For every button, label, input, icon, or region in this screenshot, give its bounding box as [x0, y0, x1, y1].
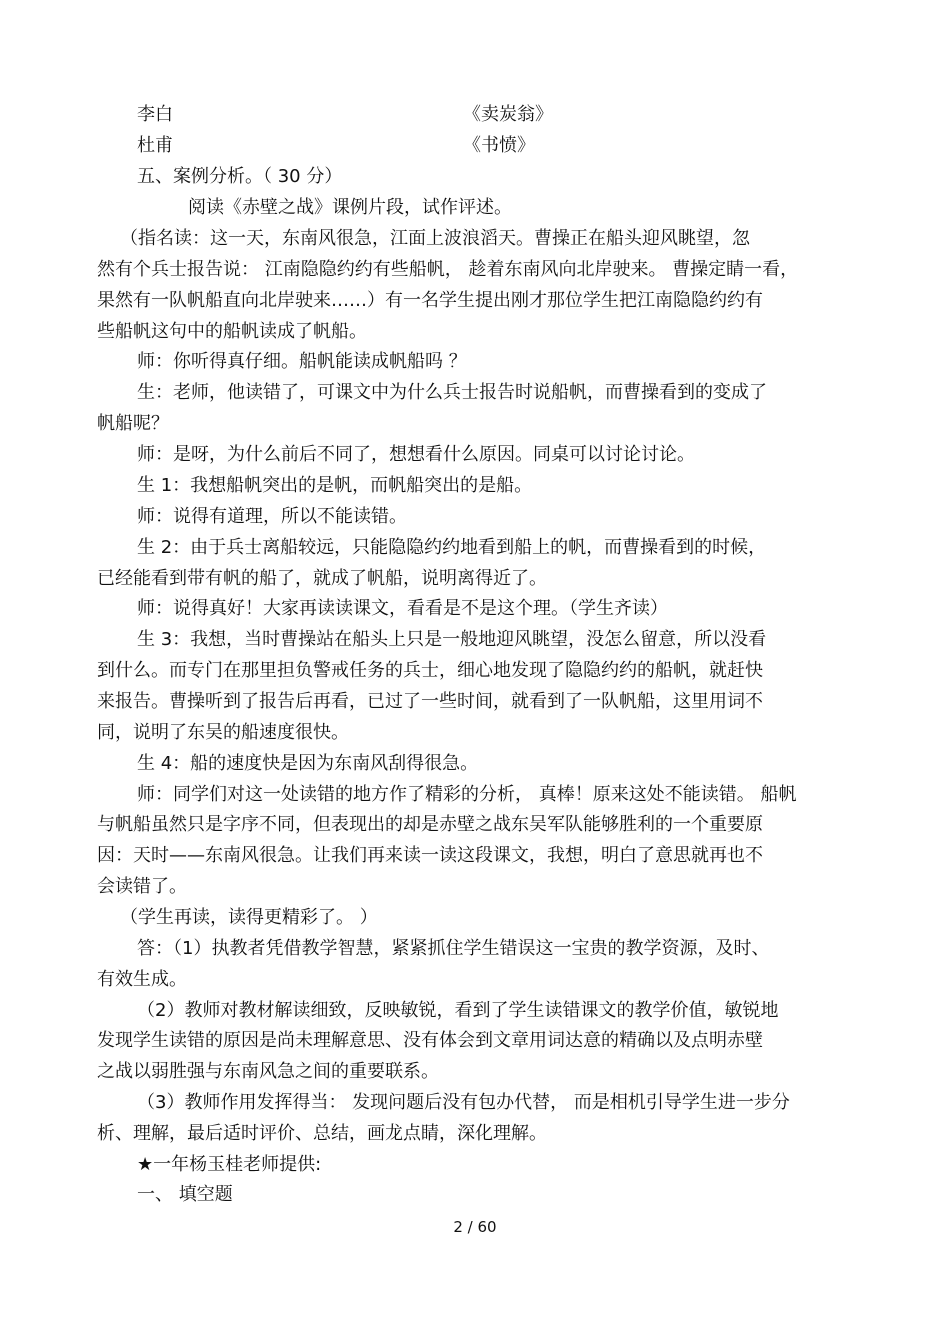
text-line: 已经能看到带有帆的船了，就成了帆船，说明离得近了。 [97, 568, 547, 589]
page-number: 2 / 60 [453, 1218, 497, 1236]
text-line: 析、理解，最后适时评价、总结，画龙点睛，深化理解。 [97, 1123, 547, 1144]
dialogue-line: 生 1：我想船帆突出的是帆，而帆船突出的是船。 [137, 475, 533, 496]
text-line: 果然有一队帆船直向北岸驶来……）有一名学生提出刚才那位学生把江南隐隐约约有 [97, 290, 763, 311]
text-line: 到什么。而专门在那里担负警戒任务的兵士，细心地发现了隐隐约约的船帆，就赶快 [97, 660, 763, 681]
poem-title: 《书愤》 [463, 135, 535, 156]
text-line: 因：天时——东南风很急。让我们再来读一读这段课文，我想，明白了意思就再也不 [97, 845, 763, 866]
dialogue-line: 师：你听得真仔细。船帆能读成帆船吗 ？ [137, 351, 467, 372]
dialogue-line: 师：同学们对这一处读错的地方作了精彩的分析， 真棒！原来这处不能读错。 船帆 [137, 784, 797, 805]
section-heading: 一、 填空题 [137, 1184, 233, 1205]
dialogue-line: 生 3：我想，当时曹操站在船头上只是一般地迎风眺望，没怎么留意，所以没看 [137, 629, 767, 650]
text-line: 帆船呢？ [97, 413, 169, 434]
text-line: 会读错了。 [97, 876, 187, 897]
text-line: 有效生成。 [97, 969, 187, 990]
answer-line: 答：（1）执教者凭借教学智慧，紧紧抓住学生错误这一宝贵的教学资源，及时、 [137, 938, 770, 959]
section-heading: ★一年杨玉桂老师提供: [137, 1154, 322, 1175]
text-line: 之战以弱胜强与东南风急之间的重要联系。 [97, 1061, 439, 1082]
text-line: 与帆船虽然只是字序不同，但表现出的却是赤壁之战东吴军队能够胜利的一个重要原 [97, 814, 763, 835]
text-line: （指名读：这一天，东南风很急，江面上波浪滔天。曹操正在船头迎风眺望，忽 [120, 228, 750, 249]
dialogue-line: 师：说得有道理，所以不能读错。 [137, 506, 407, 527]
text-line: 些船帆这句中的船帆读成了帆船。 [97, 321, 367, 342]
text-line: 同，说明了东吴的船速度很快。 [97, 722, 349, 743]
text-line: 来报告。曹操听到了报告后再看，已过了一些时间，就看到了一队帆船，这里用词不 [97, 691, 763, 712]
dialogue-line: 师：说得真好！大家再读读课文，看看是不是这个理。（学生齐读） [137, 598, 668, 619]
dialogue-line: 师：是呀，为什么前后不同了，想想看什么原因。同桌可以讨论讨论。 [137, 444, 695, 465]
poet-name: 杜甫 [137, 135, 173, 156]
section-heading: 五、案例分析。（ 30 分） [137, 166, 343, 187]
dialogue-line: 生 4：船的速度快是因为东南风刮得很急。 [137, 753, 479, 774]
text-line: （学生再读，读得更精彩了。 ） [120, 907, 378, 928]
dialogue-line: 生 2：由于兵士离船较远，只能隐隐约约地看到船上的帆，而曹操看到的时候， [137, 537, 767, 558]
question-prompt: 阅读《赤壁之战》课例片段，试作评述。 [188, 197, 512, 218]
text-line: 发现学生读错的原因是尚未理解意思、没有体会到文章用词达意的精确以及点明赤壁 [97, 1030, 763, 1051]
poem-title: 《卖炭翁》 [463, 104, 553, 125]
answer-line: （3）教师作用发挥得当： 发现问题后没有包办代替， 而是相机引导学生进一步分 [137, 1092, 790, 1113]
dialogue-line: 生：老师，他读错了，可课文中为什么兵士报告时说船帆，而曹操看到的变成了 [137, 382, 767, 403]
text-line: 然有个兵士报告说： 江南隐隐约约有些船帆， 趁着东南风向北岸驶来。 曹操定睛一看， [97, 259, 799, 280]
answer-line: （2）教师对教材解读细致，反映敏锐，看到了学生读错课文的教学价值，敏锐地 [137, 1000, 779, 1021]
poet-name: 李白 [137, 104, 173, 125]
